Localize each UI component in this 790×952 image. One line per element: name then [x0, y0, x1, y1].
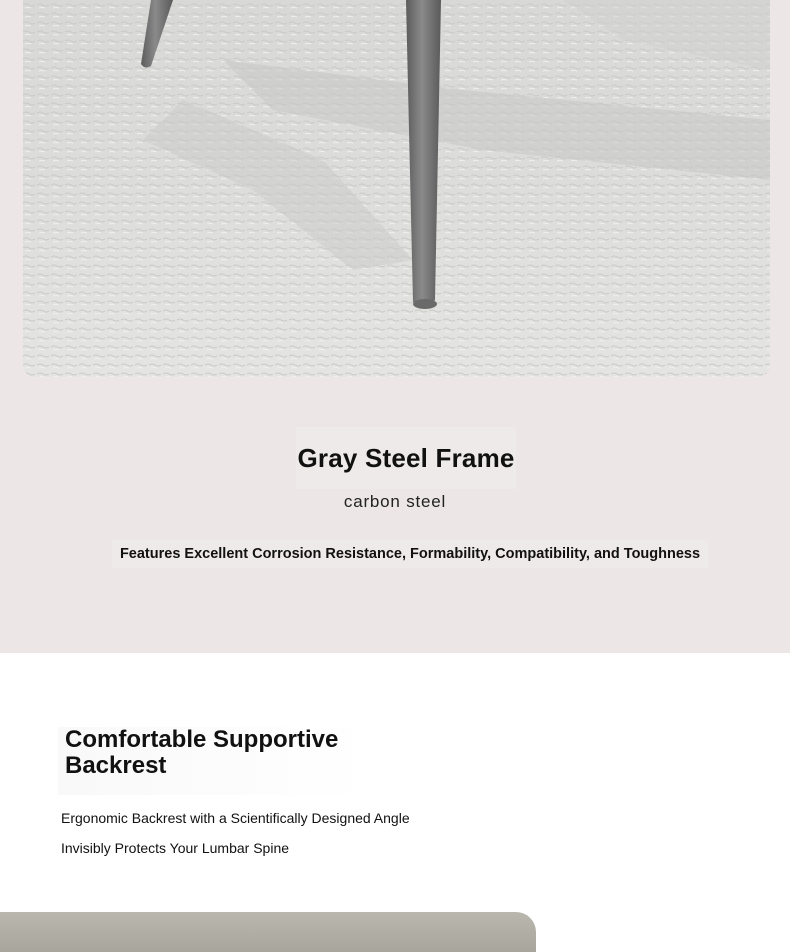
steel-frame-subtitle: carbon steel: [343, 492, 447, 511]
backrest-title-line2: Backrest: [65, 752, 167, 779]
backrest-feature-line1: Ergonomic Backrest with a Scientifically Designed Angle: [61, 810, 410, 826]
backrest-feature-line2: Invisibly Protects Your Lumbar Spine: [61, 840, 290, 856]
chair-legs-photo: [23, 0, 770, 377]
backrest-photo: [0, 912, 536, 952]
backrest-title-line1: Comfortable Supportive: [65, 726, 339, 753]
steel-frame-title: Gray Steel Frame: [296, 427, 516, 489]
steel-frame-description: Features Excellent Corrosion Resistance, Formability, Compatibility, and Toughness: [112, 540, 708, 568]
backrest-title: [58, 727, 368, 795]
